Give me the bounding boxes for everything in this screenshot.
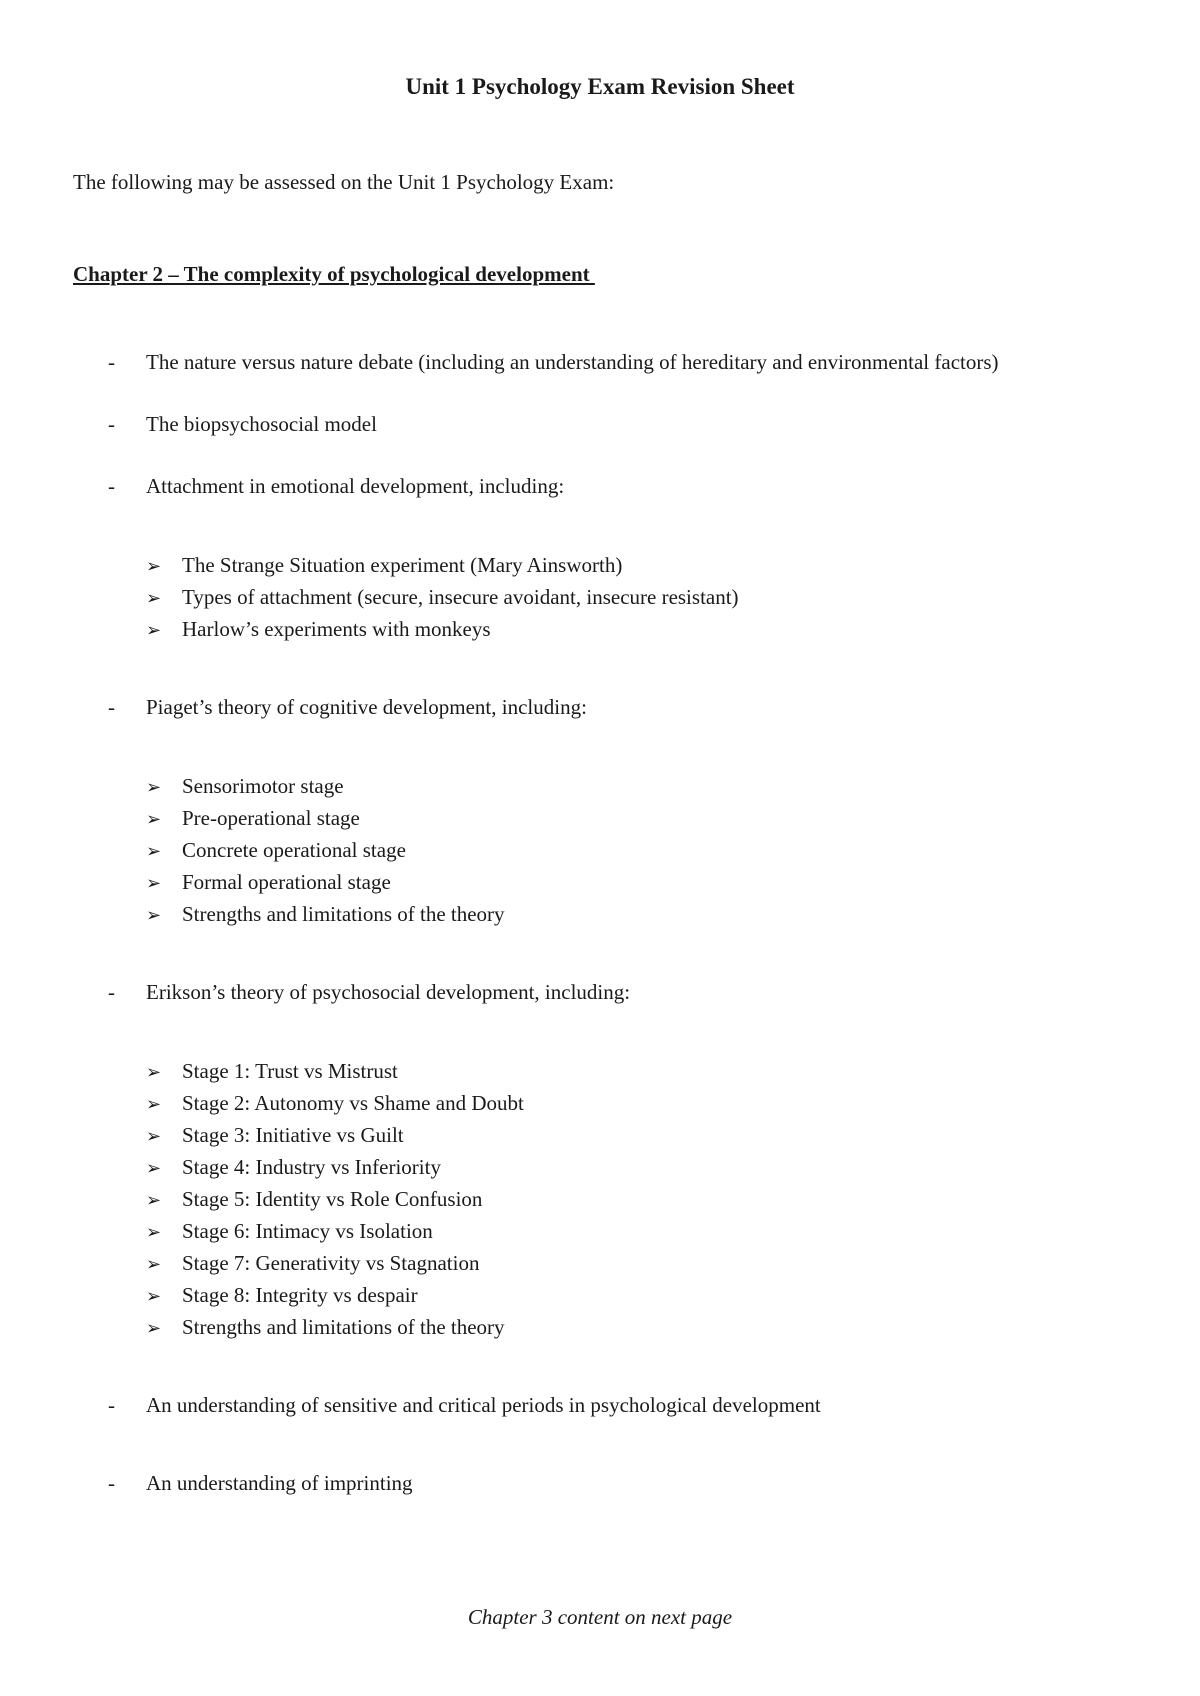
sub-list-item-text: Stage 1: Trust vs Mistrust (182, 1059, 398, 1083)
sub-list-item (146, 585, 739, 610)
sub-list-item-text: Concrete operational stage (182, 838, 406, 862)
list-item (108, 1393, 821, 1418)
list-item-text: The nature versus nature debate (including an understanding of hereditary and environmental factors) (146, 350, 999, 374)
sub-list-item-text: Pre-operational stage (182, 806, 360, 830)
arrow-bullet-icon: ➢ (146, 1094, 162, 1115)
sub-list-item-text: Stage 8: Integrity vs despair (182, 1283, 418, 1307)
list-item (108, 695, 587, 720)
page-title: Unit 1 Psychology Exam Revision Sheet (405, 74, 795, 99)
arrow-bullet-icon: ➢ (146, 1062, 162, 1083)
sub-list-item (146, 1059, 398, 1084)
list-item (108, 350, 999, 375)
sub-list-item (146, 838, 406, 863)
sub-list-item-text: Stage 7: Generativity vs Stagnation (182, 1251, 480, 1275)
sub-list-item (146, 1283, 418, 1308)
dash-bullet: - (108, 412, 115, 436)
sub-list-item-text: The Strange Situation experiment (Mary Ainsworth) (182, 553, 623, 577)
sub-list-item (146, 1123, 404, 1148)
sub-list-item-text: Stage 4: Industry vs Inferiority (182, 1155, 441, 1179)
arrow-bullet-icon: ➢ (146, 556, 162, 577)
sub-list-item-text: Strengths and limitations of the theory (182, 1315, 505, 1339)
list-item (108, 412, 377, 437)
sub-list-item-text: Stage 5: Identity vs Role Confusion (182, 1187, 483, 1211)
arrow-bullet-icon: ➢ (146, 1286, 162, 1307)
sub-list-item (146, 1315, 505, 1340)
sub-list-item (146, 870, 391, 895)
dash-bullet: - (108, 695, 115, 719)
arrow-bullet-icon: ➢ (146, 1158, 162, 1179)
sub-list-item-text: Stage 2: Autonomy vs Shame and Doubt (182, 1091, 524, 1115)
sub-list-item-text: Strengths and limitations of the theory (182, 902, 505, 926)
sub-list-item-text: Harlow’s experiments with monkeys (182, 617, 491, 641)
arrow-bullet-icon: ➢ (146, 1126, 162, 1147)
sub-list-item (146, 617, 491, 642)
arrow-bullet-icon: ➢ (146, 1318, 162, 1339)
arrow-bullet-icon: ➢ (146, 905, 162, 926)
sub-list-item (146, 902, 505, 927)
list-item-text: An understanding of imprinting (146, 1471, 413, 1495)
sub-list-item (146, 1091, 524, 1116)
list-item (108, 474, 564, 499)
footer-note: Chapter 3 content on next page (467, 1605, 733, 1629)
dash-bullet: - (108, 474, 115, 498)
arrow-bullet-icon: ➢ (146, 1222, 162, 1243)
arrow-bullet-icon: ➢ (146, 1190, 162, 1211)
intro-text: The following may be assessed on the Unit 1 Psychology Exam: (73, 170, 615, 194)
sub-list-item-text: Sensorimotor stage (182, 774, 344, 798)
sub-list-item-text: Stage 3: Initiative vs Guilt (182, 1123, 404, 1147)
arrow-bullet-icon: ➢ (146, 809, 162, 830)
sub-list-item (146, 1155, 441, 1180)
list-item-text: Attachment in emotional development, including: (146, 474, 565, 498)
sub-list-item (146, 806, 360, 831)
list-item (108, 1471, 413, 1496)
sub-list-item (146, 1219, 433, 1244)
arrow-bullet-icon: ➢ (146, 777, 162, 798)
list-item-text: Piaget’s theory of cognitive development, including: (146, 695, 587, 719)
arrow-bullet-icon: ➢ (146, 841, 162, 862)
dash-bullet: - (108, 980, 115, 1004)
sub-list-item (146, 553, 622, 578)
sub-list-item (146, 774, 344, 799)
dash-bullet: - (108, 1393, 115, 1417)
arrow-bullet-icon: ➢ (146, 873, 162, 894)
sub-list-item-text: Formal operational stage (182, 870, 391, 894)
chapter-heading: Chapter 2 – The complexity of psychological development (73, 262, 595, 286)
arrow-bullet-icon: ➢ (146, 1254, 162, 1275)
sub-list-item-text: Types of attachment (secure, insecure avoidant, insecure resistant) (182, 585, 739, 609)
dash-bullet: - (108, 1471, 115, 1495)
list-item-text: The biopsychosocial model (146, 412, 377, 436)
list-item-text: Erikson’s theory of psychosocial development, including: (146, 980, 631, 1004)
sub-list-item-text: Stage 6: Intimacy vs Isolation (182, 1219, 433, 1243)
sub-list-item (146, 1187, 482, 1212)
arrow-bullet-icon: ➢ (146, 620, 162, 641)
list-item-text: An understanding of sensitive and critical periods in psychological development (146, 1393, 821, 1417)
dash-bullet: - (108, 350, 115, 374)
arrow-bullet-icon: ➢ (146, 588, 162, 609)
list-item (108, 980, 630, 1005)
sub-list-item (146, 1251, 479, 1276)
